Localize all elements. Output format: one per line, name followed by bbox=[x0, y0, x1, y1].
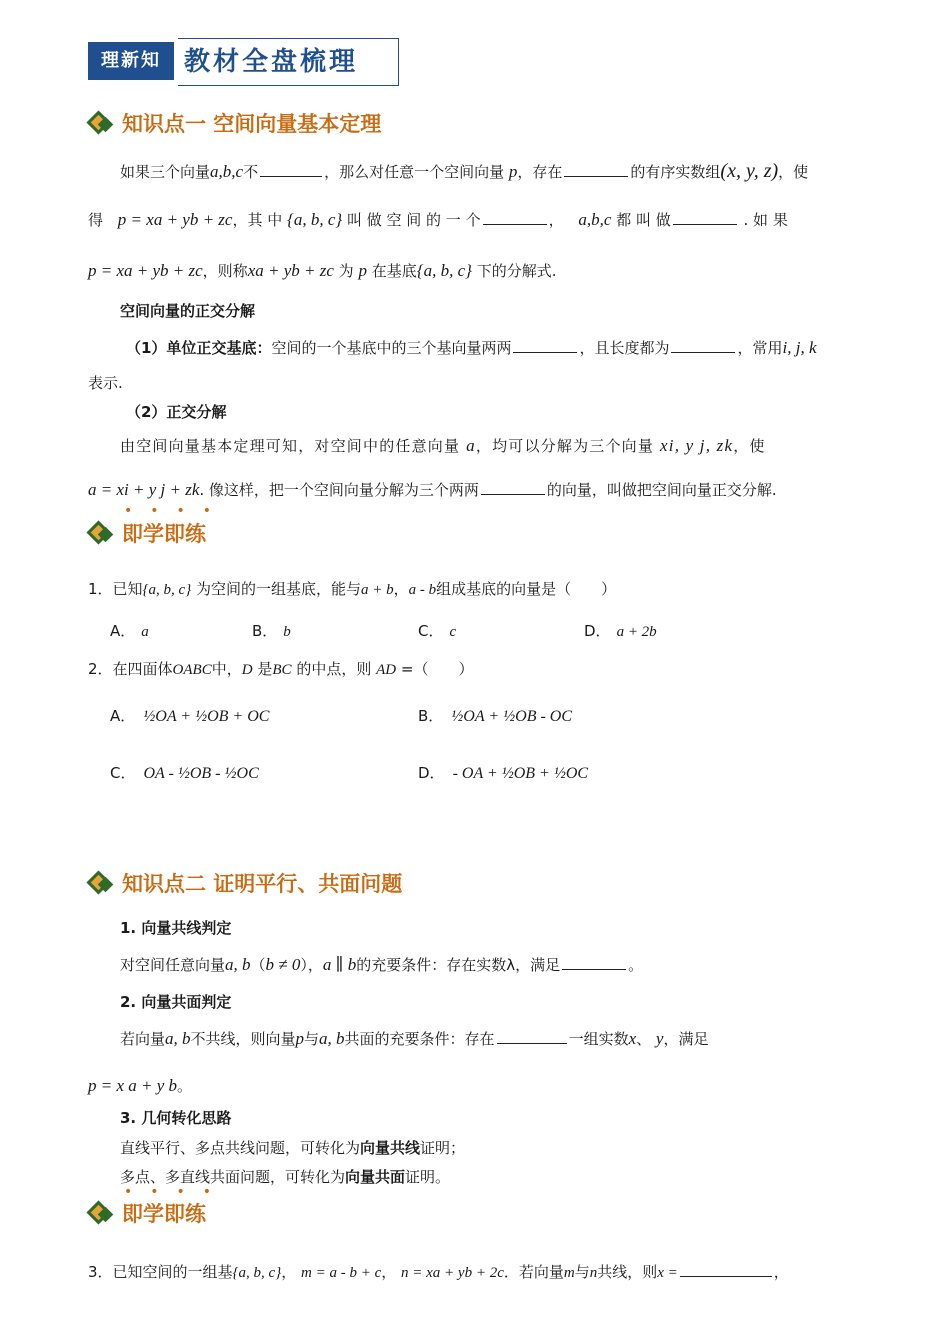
q1-option-b[interactable] bbox=[252, 620, 291, 641]
banner-title: 教材全盘梳理 bbox=[178, 38, 399, 86]
text: ，存在 bbox=[517, 163, 563, 181]
question-3 bbox=[88, 1260, 789, 1282]
text: 一组实数 bbox=[568, 1030, 629, 1048]
text: 。 bbox=[177, 1077, 193, 1095]
text: ，且长度都为 bbox=[579, 339, 670, 357]
text: ，均可以分解为三个向量 bbox=[475, 437, 655, 455]
math-ab: a, b bbox=[319, 1029, 345, 1048]
text: 不共线，则向量 bbox=[190, 1030, 296, 1048]
math-equation: p = x a + y b bbox=[88, 1076, 178, 1095]
math-bc: BC bbox=[272, 662, 292, 678]
text: ， bbox=[393, 580, 409, 598]
answer-blank[interactable] bbox=[680, 1260, 772, 1277]
header-banner bbox=[88, 38, 396, 86]
q1-option-c[interactable] bbox=[418, 620, 456, 641]
q1-option-a[interactable] bbox=[110, 620, 149, 641]
q1-option-d[interactable] bbox=[584, 620, 657, 641]
text: 在基底 bbox=[371, 262, 417, 280]
text: 得 bbox=[88, 211, 104, 229]
option-label: A． bbox=[110, 622, 136, 640]
item-2-label: （2）正交分解 bbox=[126, 403, 227, 421]
math-a: a bbox=[466, 436, 476, 455]
item-2-line-1 bbox=[120, 435, 766, 456]
text: 组成基底的向量是（ ） bbox=[436, 580, 617, 598]
question-2 bbox=[88, 658, 473, 679]
item-label: （1）单位正交基底： bbox=[126, 339, 272, 357]
text: 中， bbox=[211, 660, 242, 678]
text: 共面的充要条件：存在 bbox=[344, 1030, 495, 1048]
option-label: D． bbox=[584, 622, 611, 640]
text: 。 bbox=[628, 956, 644, 974]
q2-option-b[interactable] bbox=[418, 705, 572, 726]
coplanar-equation bbox=[88, 1075, 192, 1096]
option-label: C． bbox=[110, 764, 136, 782]
math-d: D bbox=[241, 662, 253, 678]
option-label: B． bbox=[418, 707, 444, 725]
text: 的有序实数组 bbox=[630, 163, 721, 181]
text: . 像这样，把一个空间向量分解为三个两两 bbox=[199, 481, 479, 499]
math-equation: a = xi + y j + zk bbox=[88, 480, 200, 499]
text: ，那么对任意一个空间向量 bbox=[324, 163, 505, 181]
subheading-collinear: 1. 向量共线判定 bbox=[120, 919, 232, 937]
math-expr: a + b bbox=[361, 582, 394, 598]
fill-blank[interactable] bbox=[564, 160, 628, 177]
theorem-line-1 bbox=[120, 160, 808, 183]
text: 2．在四面体 bbox=[88, 660, 173, 678]
math-m: m bbox=[563, 1265, 575, 1281]
math-vectors: a,b,c bbox=[578, 210, 612, 229]
emphasis: 向量共面 bbox=[345, 1168, 406, 1186]
math-equation: p = xa + yb + zc bbox=[88, 261, 203, 280]
emphasis-dots: •••• bbox=[124, 1184, 230, 1200]
text: ．若向量 bbox=[503, 1263, 564, 1281]
math-p: p bbox=[358, 261, 367, 280]
text: 1．已知 bbox=[88, 580, 143, 598]
option-label: D． bbox=[418, 764, 445, 782]
option-value: OA - ½OB - ½OC bbox=[143, 765, 259, 782]
text: 若向量 bbox=[120, 1030, 166, 1048]
emphasis-dots: •••• bbox=[124, 503, 230, 519]
theorem-line-3 bbox=[88, 260, 556, 281]
text: 如果三个向量 bbox=[120, 163, 211, 181]
option-label: B． bbox=[252, 622, 278, 640]
q2-option-d[interactable] bbox=[418, 762, 588, 783]
section-title: 即学即练 bbox=[122, 522, 206, 546]
math-ab: a, b bbox=[165, 1029, 191, 1048]
text: 3．已知空间的一组基 bbox=[88, 1263, 233, 1281]
math-n: n = xa + yb + 2c bbox=[401, 1265, 504, 1281]
math-p: p bbox=[508, 162, 518, 181]
math-parallel: a ∥ b bbox=[322, 955, 357, 974]
option-label: A． bbox=[110, 707, 136, 725]
fill-blank[interactable] bbox=[562, 953, 626, 970]
section-heading-practice-1 bbox=[88, 520, 288, 550]
fill-blank[interactable] bbox=[260, 160, 322, 177]
math-p: p bbox=[295, 1029, 305, 1048]
math-n: n bbox=[589, 1265, 598, 1281]
option-value: ½OA + ½OB + OC bbox=[143, 708, 270, 725]
subheading-geometry: 3. 几何转化思路 bbox=[120, 1109, 232, 1127]
theorem-line-2: 得 p = xa + yb + zc，其 中 {a, b, c} 叫 做 空 间 的 一 个 ， a,b,c 都 叫 做 . 如 果 bbox=[88, 210, 788, 229]
text: 不 bbox=[243, 163, 259, 181]
text: 的向量，叫做把空间向量正交分解. bbox=[546, 481, 777, 499]
text: ，使 bbox=[778, 163, 809, 181]
text: =（ ） bbox=[400, 660, 474, 678]
text: 为 bbox=[338, 262, 354, 280]
option-label: C． bbox=[418, 622, 444, 640]
subheading-orthogonal: 空间向量的正交分解 bbox=[120, 302, 256, 320]
text: ，其 中 bbox=[232, 211, 283, 229]
text: ，常用 bbox=[737, 339, 783, 357]
fill-blank[interactable] bbox=[481, 478, 545, 495]
math-ijk: i, j, k bbox=[782, 338, 817, 357]
text: （ bbox=[250, 956, 266, 974]
math-equation: p = xa + yb + zc bbox=[117, 210, 233, 229]
emphasis: 向量共线 bbox=[360, 1139, 421, 1157]
math-basis: {a, b, c} bbox=[416, 261, 472, 280]
math-y: y bbox=[655, 1029, 664, 1048]
math-x: x = bbox=[657, 1265, 678, 1281]
text: . 如 果 bbox=[743, 211, 788, 229]
text: 与 bbox=[574, 1263, 590, 1281]
fill-blank[interactable] bbox=[497, 1027, 567, 1044]
text: 叫 做 空 间 的 一 个 bbox=[346, 211, 481, 229]
fill-blank[interactable] bbox=[673, 208, 737, 225]
text: 下的分解式. bbox=[476, 262, 557, 280]
math-expression: xa + yb + zc bbox=[247, 261, 334, 280]
option-value: ½OA + ½OB - OC bbox=[451, 708, 573, 725]
coplanar-line bbox=[120, 1027, 708, 1049]
text: 共线，则 bbox=[597, 1263, 658, 1281]
text: 直线平行、多点共线问题，可转化为 bbox=[120, 1139, 361, 1157]
section-heading-1 bbox=[88, 110, 488, 140]
option-value: a + 2b bbox=[616, 624, 657, 640]
item-1-cont: 表示. bbox=[88, 374, 123, 392]
collinear-line bbox=[120, 953, 643, 975]
text: ， bbox=[281, 1263, 297, 1281]
fill-blank[interactable] bbox=[513, 336, 577, 353]
math-m: m = a - b + c bbox=[301, 1265, 382, 1281]
question-1 bbox=[88, 578, 616, 599]
math-condition: b ≠ 0 bbox=[265, 955, 301, 974]
text: ， bbox=[381, 1263, 397, 1281]
math-ad: AD bbox=[376, 662, 397, 678]
math-basis: {a, b, c} bbox=[232, 1265, 282, 1281]
text: ，则称 bbox=[202, 262, 248, 280]
section-title: 即学即练 bbox=[122, 1202, 206, 1226]
text: 证明； bbox=[420, 1139, 466, 1157]
text: ， bbox=[773, 1263, 789, 1281]
item-1 bbox=[126, 336, 817, 358]
text: 空间的一个基底中的三个基向量两两 bbox=[271, 339, 512, 357]
section-heading-2 bbox=[88, 870, 488, 900]
math-ab: a, b bbox=[225, 955, 251, 974]
text: 由空间向量基本定理可知，对空间中的任意向量 bbox=[120, 437, 461, 455]
geometry-line-1 bbox=[120, 1137, 465, 1158]
math-vectors: a,b,c bbox=[210, 162, 244, 181]
text: 与 bbox=[304, 1030, 320, 1048]
text: ）， bbox=[300, 956, 323, 974]
section-heading-practice-2 bbox=[88, 1200, 288, 1230]
text: 证明。 bbox=[405, 1168, 451, 1186]
text: 、 bbox=[636, 1030, 652, 1048]
text: 对空间任意向量 bbox=[120, 956, 226, 974]
section-title: 知识点一 空间向量基本定理 bbox=[122, 112, 382, 136]
fill-blank[interactable] bbox=[483, 208, 547, 225]
math-tuple: (x, y, z) bbox=[720, 160, 779, 182]
text: ，使 bbox=[733, 437, 766, 455]
q2-option-a[interactable] bbox=[110, 705, 269, 726]
text: ，满足 bbox=[663, 1030, 709, 1048]
text: 多点、多直线共面问题，可转化为 bbox=[120, 1168, 346, 1186]
text: 是 bbox=[257, 660, 273, 678]
text: 都 叫 做 bbox=[616, 211, 671, 229]
math-basis: {a, b, c} bbox=[287, 210, 343, 229]
option-value: a bbox=[141, 624, 149, 640]
math-x: x bbox=[628, 1029, 637, 1048]
math-vectors: xi, y j, zk bbox=[660, 436, 734, 455]
q2-option-c[interactable] bbox=[110, 762, 259, 783]
math-basis: {a, b, c} bbox=[142, 582, 192, 598]
option-value: - OA + ½OB + ½OC bbox=[452, 765, 589, 782]
subheading-coplanar: 2. 向量共面判定 bbox=[120, 993, 232, 1011]
section-title: 知识点二 证明平行、共面问题 bbox=[122, 872, 403, 896]
math-oabc: OABC bbox=[172, 662, 212, 678]
text: 为空间的一组基底，能与 bbox=[195, 580, 361, 598]
text: 的中点，则 bbox=[296, 660, 372, 678]
item-2-line-2 bbox=[88, 478, 777, 500]
text: 的充要条件：存在实数λ，满足 bbox=[356, 956, 561, 974]
math-expr: a - b bbox=[408, 582, 437, 598]
banner-tag: 理新知 bbox=[88, 42, 174, 80]
option-value: c bbox=[449, 624, 457, 640]
fill-blank[interactable] bbox=[671, 336, 735, 353]
option-value: b bbox=[283, 624, 291, 640]
